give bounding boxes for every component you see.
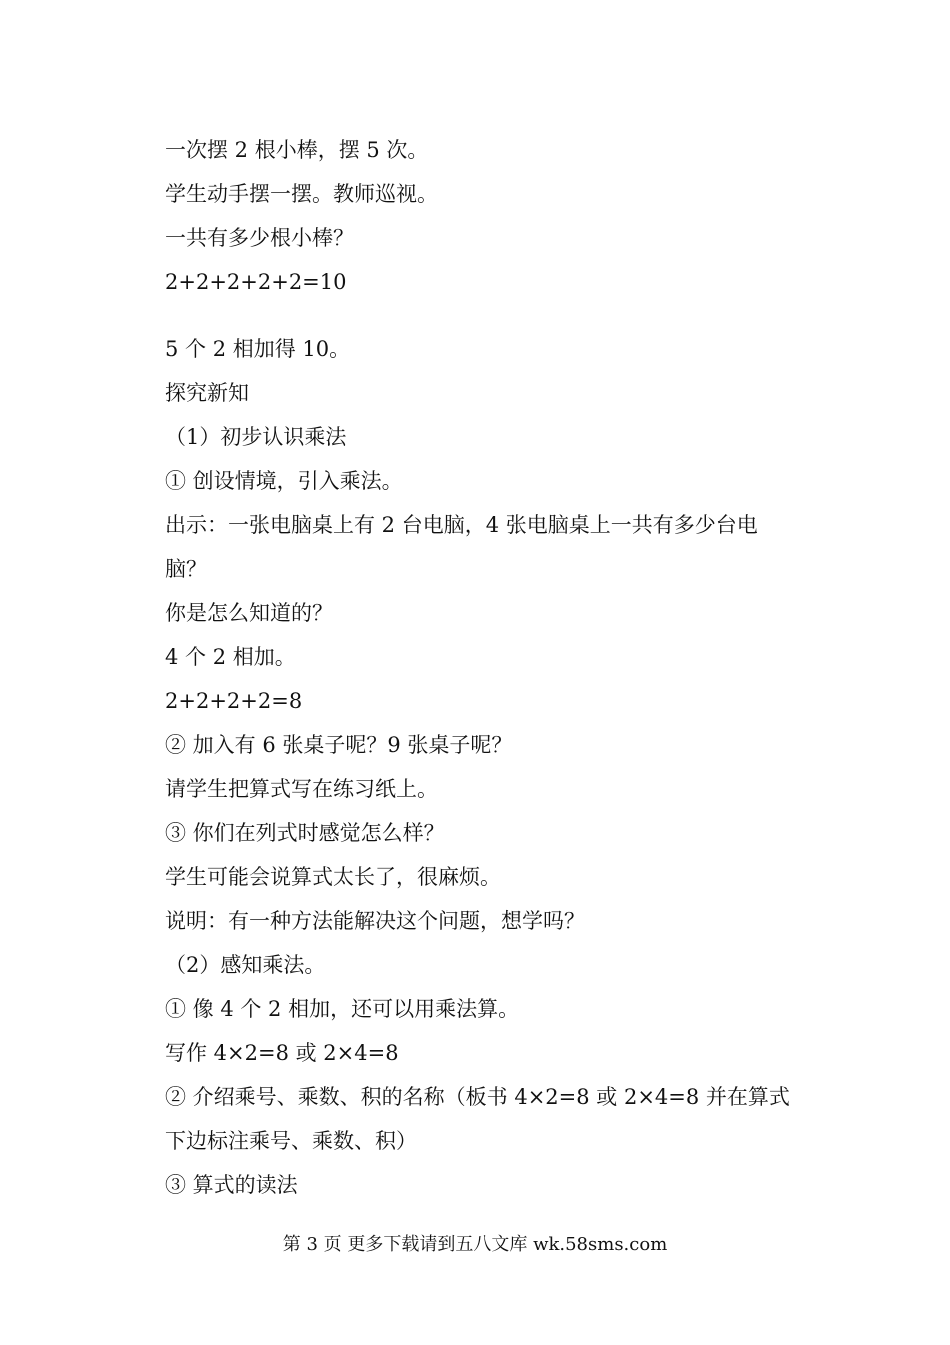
text-line: 出示：一张电脑桌上有 2 台电脑，4 张电脑桌上一共有多少台电 — [165, 513, 758, 537]
subsection-heading: （2）感知乘法。 — [165, 953, 326, 977]
text-line: ② 介绍乘号、乘数、积的名称（板书 4×2=8 或 2×4=8 并在算式 — [165, 1085, 790, 1109]
text-line: ③ 你们在列式时感觉怎么样？ — [165, 821, 445, 845]
text-line: ② 加入有 6 张桌子呢？9 张桌子呢？ — [165, 733, 513, 757]
text-line: 你是怎么知道的？ — [165, 601, 333, 625]
subsection-heading: （1）初步认识乘法 — [165, 425, 347, 449]
text-line: ① 创设情境，引入乘法。 — [165, 469, 403, 493]
paragraph-gap — [165, 304, 790, 327]
text-line: 2+2+2+2=8 — [165, 689, 303, 713]
text-line: 请学生把算式写在练习纸上。 — [165, 777, 438, 801]
text-line: 说明：有一种方法能解决这个问题，想学吗？ — [165, 909, 585, 933]
text-line: 4 个 2 相加。 — [165, 645, 296, 669]
text-line: 2+2+2+2+2=10 — [165, 270, 347, 294]
text-line: 5 个 2 相加得 10。 — [165, 337, 351, 361]
text-line: 一共有多少根小棒？ — [165, 226, 354, 250]
document-body — [165, 128, 790, 1207]
text-line: ③ 算式的读法 — [165, 1173, 298, 1197]
text-line: 脑？ — [165, 557, 207, 581]
text-line: 学生可能会说算式太长了，很麻烦。 — [165, 865, 501, 889]
text-line: ① 像 4 个 2 相加，还可以用乘法算。 — [165, 997, 520, 1021]
text-line: 下边标注乘号、乘数、积） — [165, 1129, 417, 1153]
text-line: 写作 4×2=8 或 2×4=8 — [165, 1041, 399, 1065]
text-line: 学生动手摆一摆。教师巡视。 — [165, 182, 438, 206]
page-footer: 第 3 页 更多下载请到五八文库 wk.58sms.com — [282, 1234, 668, 1255]
section-heading: 探究新知 — [165, 381, 249, 405]
text-line: 一次摆 2 根小棒，摆 5 次。 — [165, 138, 429, 162]
